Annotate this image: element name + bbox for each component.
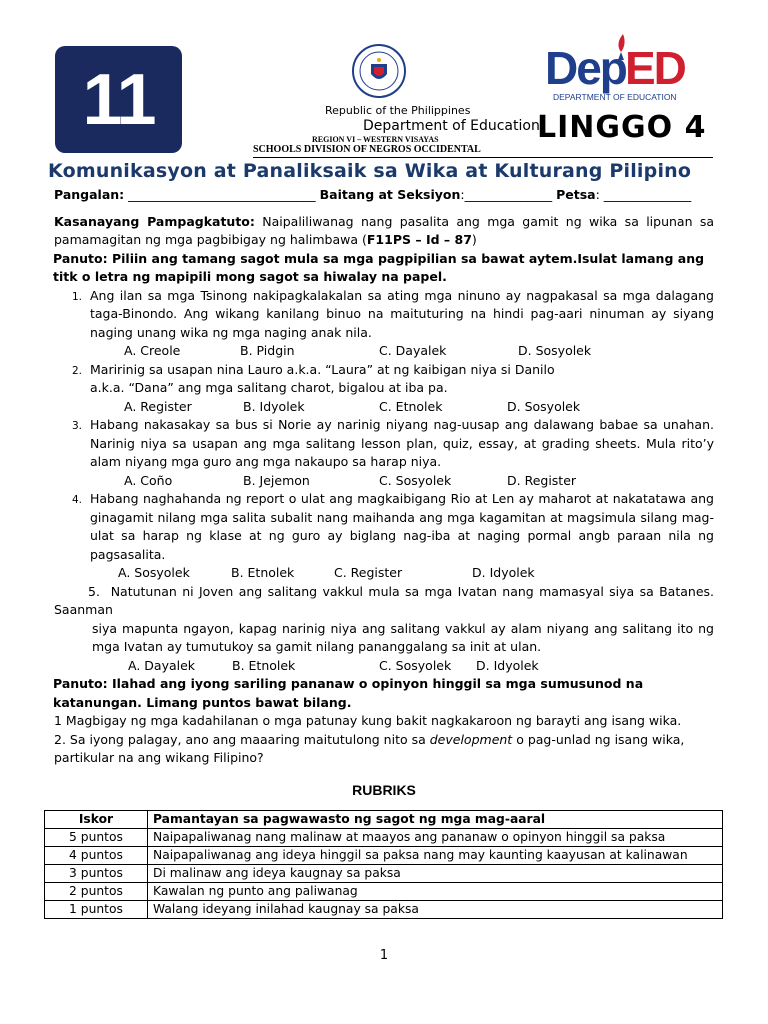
table-row — [45, 901, 723, 919]
instruction-essay: Panuto: Ilahad ang iyong sariling pananaw o opinyon hinggil sa mga sumusunod na katanungan. Limang puntos bawat bilang. — [53, 676, 644, 710]
division-text: SCHOOLS DIVISION OF NEGROS OCCIDENTAL — [253, 144, 481, 155]
essay-question-2-emphasis: development — [429, 731, 513, 747]
choice[interactable]: A. Creole — [124, 343, 181, 358]
instruction-multiple-choice: Panuto: Piliin ang tamang sagot mula sa mga pagpipilian sa bawat aytem.Isulat lamang ang titk o letra ng mapipili mong sagot sa hiwalay na papel. — [53, 250, 705, 284]
rubric-criteria: Naipapaliwanag nang malinaw at maayos ang pananaw o opinyon hinggil sa paksa — [148, 829, 723, 847]
table-row — [45, 883, 723, 901]
question-4 — [54, 490, 714, 564]
deped-seal-icon — [352, 44, 406, 98]
rubric-score: 1 puntos — [45, 901, 148, 919]
table-row — [45, 865, 723, 883]
essay-question-2 — [54, 731, 714, 768]
region-text: REGION VI – WESTERN VISAYAS — [312, 135, 439, 144]
choice[interactable]: B. Pidgin — [240, 343, 295, 358]
competency-label: Kasanayang Pampagkatuto: — [54, 213, 255, 229]
rubric-table — [44, 810, 723, 919]
question-3 — [54, 416, 714, 472]
header-divider — [253, 157, 713, 158]
republic-text: Republic of the Philippines — [325, 104, 471, 117]
rubric-header-row — [45, 811, 723, 829]
question-text-cont: a.k.a. “Dana” ang mga salitang charot, bigalou at iba pa. — [90, 380, 448, 395]
question-number: 1. — [72, 290, 83, 303]
question-5 — [54, 583, 714, 620]
date-blank[interactable]: : ______________ — [595, 187, 692, 202]
rubric-score: 2 puntos — [45, 883, 148, 901]
essay-question-1: 1 Magbigay ng mga kadahilanan o mga patunay kung bakit nagkakaroon ng barayti ang isang wika. — [54, 713, 682, 728]
choice[interactable]: B. Idyolek — [243, 398, 305, 414]
week-label: LINGGO 4 — [537, 110, 707, 145]
grade-section-label: Baitang at Seksiyon — [319, 187, 461, 202]
choice[interactable]: D. Idyolek — [476, 657, 539, 673]
choice[interactable]: C. Dayalek — [379, 343, 447, 358]
question-text: Natutunan ni Joven ang salitang vakkul mula sa mga Ivatan nang mamasyal siya sa Batanes. Saanman — [54, 583, 715, 617]
question-text: Habang naghahanda ng report o ulat ang magkaibigang Rio at Len ay maharot at nakatatawa ang ginagamit nilang mga salita subalit nang maihanda ang mga kagamitan at magsimula silang mag-ulat sa harap ng klase at ng guro ay biglang nag-iba at naging pormal angb paraan nila ng pagsasalita. — [90, 491, 714, 562]
choice[interactable]: A. Register — [124, 398, 192, 414]
svg-text:Dep: Dep — [545, 42, 626, 94]
question-2 — [54, 361, 714, 398]
choices-4 — [54, 564, 714, 583]
subject-title: Komunikasyon at Panaliksaik sa Wika at Kulturang Pilipino — [48, 160, 692, 182]
info-line — [54, 186, 714, 205]
choice[interactable]: B. Etnolek — [231, 565, 295, 580]
svg-text:DEPARTMENT OF EDUCATION: DEPARTMENT OF EDUCATION — [553, 92, 677, 102]
rubric-title: RUBRIKS — [352, 782, 416, 798]
question-5-cont: siya mapunta ngayon, kapag narinig niya ang salitang vakkul ay alam niyang ang salitang ito ng mga Ivatan ay tumutukoy sa gamit nilang pananggalang sa init at ulan. — [92, 620, 714, 654]
question-text: Maririnig sa usapan nina Lauro a.k.a. “Laura” at ng kaibigan niya si Danilo — [90, 361, 555, 377]
competency-close: ) — [471, 232, 477, 247]
choices-1 — [54, 342, 714, 361]
grade-section-blank[interactable]: :______________ — [460, 187, 553, 202]
essay-question-2-text-end: o pag-unlad ng isang wika, partikular na ang wikang Filipino? — [54, 731, 685, 765]
question-number: 3. — [72, 420, 83, 432]
grade-badge: 11 — [55, 46, 182, 153]
choice[interactable]: A. Coño — [124, 472, 173, 488]
choice[interactable]: D. Register — [507, 472, 577, 488]
name-blank[interactable]: ______________________________ — [124, 187, 316, 202]
competency-code: F11PS – Id – 87 — [366, 232, 472, 247]
deped-logo — [543, 30, 693, 104]
rubric-score: 4 puntos — [45, 847, 148, 865]
choices-2 — [54, 398, 714, 417]
department-text: Department of Education — [363, 118, 540, 134]
competency-text: Naipaliliwanag nang pasalita ang mga gamit ng wika sa lipunan sa pamamagitan ng mga pagbibigay ng halimbawa ( — [54, 213, 715, 247]
table-row — [45, 847, 723, 865]
svg-text:ED: ED — [625, 42, 685, 94]
choice[interactable]: C. Register — [334, 565, 403, 580]
question-text: Habang nakasakay sa bus si Norie ay narinig niyang nag-uusap ang dalawang babae sa unahan. Narinig niya sa usapan ang mga salitang lesson plan, quiz, essay, at grading sheets. Mula rito’y alam niyang mga guro ang mga nakaupo sa harap niya. — [90, 417, 714, 469]
page-number: 1 — [379, 948, 389, 963]
question-number: 4. — [72, 494, 83, 506]
essay-question-2-text: 2. Sa iyong palagay, ano ang maaaring maitutulong nito sa — [54, 731, 430, 747]
date-label: Petsa — [556, 187, 596, 202]
choice[interactable]: A. Dayalek — [128, 657, 196, 673]
rubric-header-score: Iskor — [45, 811, 148, 829]
choice[interactable]: D. Sosyolek — [507, 398, 581, 414]
choice[interactable]: D. Idyolek — [472, 565, 535, 580]
question-number: 2. — [72, 364, 83, 377]
rubric-header-criteria: Pamantayan sa pagwawasto ng sagot ng mga mag-aaral — [148, 811, 723, 829]
choices-3 — [54, 472, 714, 491]
rubric-criteria: Di malinaw ang ideya kaugnay sa paksa — [148, 865, 723, 883]
choice[interactable]: C. Sosyolek — [379, 657, 452, 673]
choice[interactable]: D. Sosyolek — [518, 343, 592, 358]
choice[interactable]: C. Sosyolek — [379, 472, 452, 488]
rubric-criteria: Walang ideyang inilahad kaugnay sa paksa — [148, 901, 723, 919]
choice[interactable]: B. Etnolek — [232, 657, 296, 673]
choice[interactable]: C. Etnolek — [379, 398, 443, 414]
question-text: Ang ilan sa mga Tsinong nakipagkalakalan sa ating mga ninuno ay nagpakasal sa mga dalagang taga-Binondo. Ang wikang kanilang binuo na maituturing na hindi pag-aari ninuman ay siyang naging unang wika ng mga naging anak nila. — [90, 287, 714, 340]
choice[interactable]: B. Jejemon — [243, 472, 310, 488]
question-number: 5. — [88, 583, 100, 599]
question-1 — [54, 287, 714, 343]
choices-5 — [54, 657, 714, 676]
table-row — [45, 829, 723, 847]
competency — [54, 213, 714, 250]
worksheet-body — [54, 186, 714, 768]
rubric-score: 5 puntos — [45, 829, 148, 847]
rubric-score: 3 puntos — [45, 865, 148, 883]
rubric-criteria: Kawalan ng punto ang paliwanag — [148, 883, 723, 901]
rubric-criteria: Naipapaliwanag ang ideya hinggil sa paksa nang may kaunting kaayusan at kalinawan — [148, 847, 723, 865]
name-label: Pangalan: — [54, 187, 125, 202]
choice[interactable]: A. Sosyolek — [118, 565, 190, 580]
